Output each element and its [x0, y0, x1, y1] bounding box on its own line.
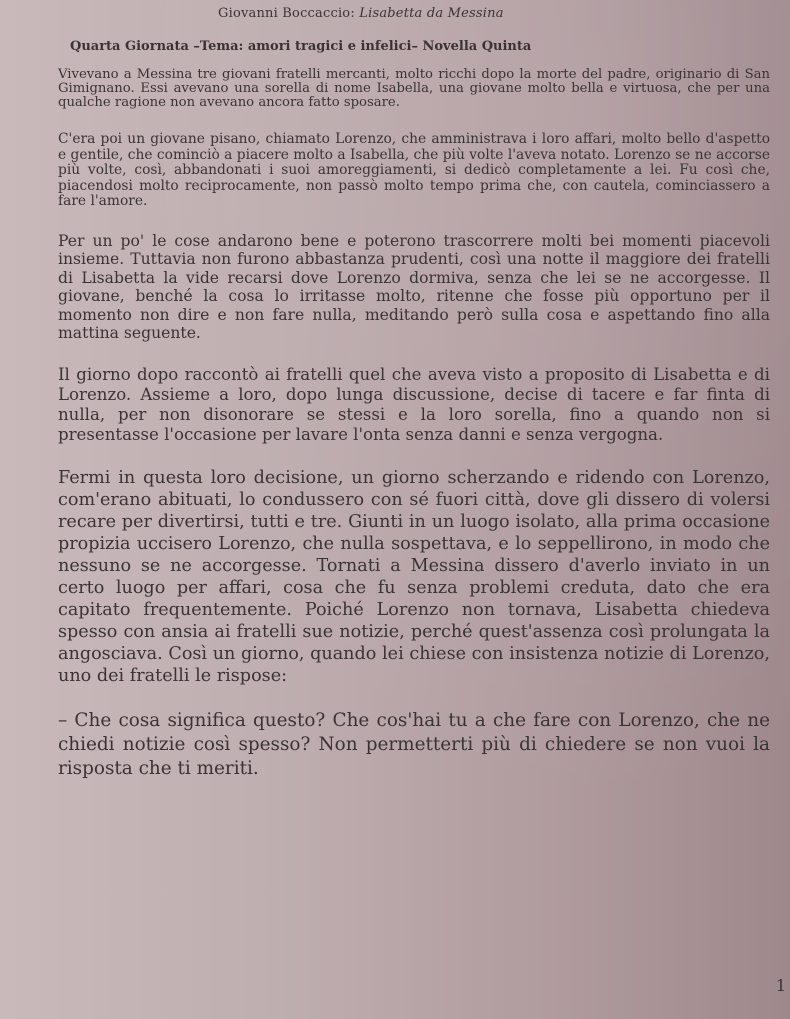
story-subtitle: Quarta Giornata –Tema: amori tragici e infelici– Novella Quinta	[70, 39, 532, 54]
paragraph-2: C'era poi un giovane pisano, chiamato Lorenzo, che amministrava i loro affari, molto bello d'aspetto e gentile, che cominciò a piacere molto a Isabella, che più volte l'aveva notato. Lorenzo se ne accorse più volte, così, abbandonati i suoi amoreggiamenti, si dedicò completamente a lei. Fu così che, piacendosi molto reciprocamente, non passò molto tempo prima che, con cautela, cominciassero a fare l'amore.	[58, 131, 770, 209]
paragraph-1: Vivevano a Messina tre giovani fratelli mercanti, molto ricchi dopo la morte del padre, originario di San Gimignano. Essi avevano una sorella di nome Isabella, una giovane molto bella e virtuosa, che per una qualche ragione non avevano ancora fatto sposare.	[58, 67, 770, 110]
page-number: 1	[775, 976, 786, 995]
header-author-line	[218, 6, 770, 21]
author-name: Giovanni Boccaccio:	[218, 6, 355, 21]
document-body	[58, 6, 770, 803]
paragraph-5: Fermi in questa loro decisione, un giorno scherzando e ridendo con Lorenzo, com'erano abituati, lo condussero con sé fuori città, dove gli dissero di volersi recare per divertirsi, tutti e tre. Giunti in un luogo isolato, alla prima occasione propizia uccisero Lorenzo, che nulla sospettava, e lo seppellirono, in modo che nessuno se ne accorgesse. Tornati a Messina dissero d'averlo inviato in un certo luogo per affari, cosa che fu senza problemi creduta, dato che era capitato frequentemente. Poiché Lorenzo non tornava, Lisabetta chiedeva spesso con ansia ai fratelli sue notizie, perché quest'assenza così prolungata la angosciava. Così un giorno, quando lei chiese con insistenza notizie di Lorenzo, uno dei fratelli le rispose:	[58, 467, 770, 686]
paragraph-6: – Che cosa significa questo? Che cos'hai tu a che fare con Lorenzo, che ne chiedi notizie così spesso? Non permetterti più di chiedere se non vuoi la risposta che ti meriti.	[58, 709, 770, 779]
story-title: Lisabetta da Messina	[359, 6, 504, 21]
paragraph-4: Il giorno dopo raccontò ai fratelli quel che aveva visto a proposito di Lisabetta e di Lorenzo. Assieme a loro, dopo lunga discussione, decise di tacere e far finta di nulla, per non disonorare se stessi e la loro sorella, fino a quando non si presentasse l'occasione per lavare l'onta senza danni e senza vergogna.	[58, 364, 770, 444]
paragraph-3: Per un po' le cose andarono bene e poterono trascorrere molti bei momenti piacevoli insieme. Tuttavia non furono abbastanza prudenti, così una notte il maggiore dei fratelli di Lisabetta la vide recarsi dove Lorenzo dormiva, senza che lei se ne accorgesse. Il giovane, benché la cosa lo irritasse molto, ritenne che fosse più opportuno per il momento non dire e non fare nulla, meditando però sulla cosa e aspettando fino alla mattina seguente.	[58, 231, 770, 342]
